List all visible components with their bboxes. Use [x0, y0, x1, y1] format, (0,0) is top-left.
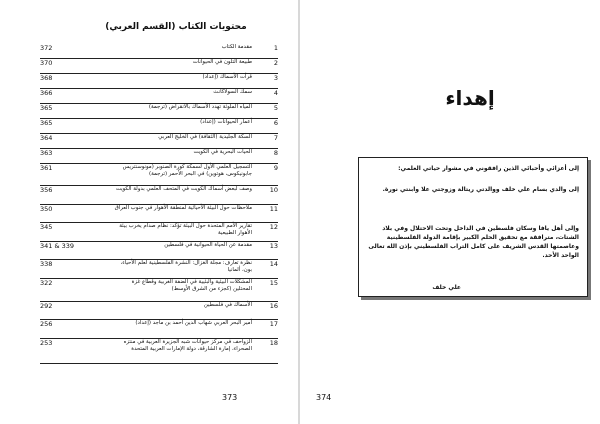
toc-entry-page: 368 [40, 74, 53, 82]
toc-row [40, 104, 278, 119]
toc-entry-number: 13 [269, 242, 278, 250]
toc-entry-number: 18 [269, 339, 278, 347]
toc-row [40, 149, 278, 164]
toc-entry-title: أعمار الحيوانات (إعداد) [200, 119, 252, 125]
dedication-line-2: إلى والدي بسام علي خلف ووالدتي ريتالة وزوجتي علا وابنتي نورة. [382, 186, 579, 193]
dedication-line-3: وإلى أهل يافا وسكان فلسطين في الداخل وتحت الاحتلال وفي بلاد الشتات، مترافقة مع تحقيق الحلم الكبير بإقامة الدولة الفلسطينية وعاصمتها القدس الشريف على كامل التراب الفلسطيني بإذن الله تعالى الواحد الأحد. [368, 225, 579, 259]
toc-entry-page: 256 [40, 320, 53, 328]
toc-entry-page: 372 [40, 44, 53, 52]
toc-row [40, 74, 278, 89]
toc-entry-page: 364 [40, 134, 53, 142]
toc-row [40, 279, 278, 302]
toc-entry-title: ملاحظات حول البيئة الأحيائية لمنطقة الأهوار في جنوب العراق [114, 205, 252, 211]
toc-entry-page: 366 [40, 89, 53, 97]
toc-row [40, 320, 278, 339]
toc-row [40, 44, 278, 59]
toc-entry-title: سمك السولاكانث [213, 89, 252, 95]
dedication-box [358, 157, 588, 297]
toc-entry-number: 5 [273, 104, 278, 112]
toc-entry-page: 370 [40, 59, 53, 67]
dedication-signature: علي خلف [432, 284, 461, 291]
toc-entry-number: 9 [273, 164, 278, 172]
toc-entry-title: المشكلات البيئية والبئيية في الضفة الغربية وقطاع غزة المحتلين (كجزء من الشرق الأوسط) [131, 279, 252, 292]
toc-entry-number: 14 [269, 260, 278, 268]
toc-entry-title: الحيات البحرية في الكويت [193, 149, 252, 155]
toc-row [40, 302, 278, 320]
toc-row [40, 242, 278, 260]
toc-row [40, 89, 278, 104]
toc-entry-number: 17 [269, 320, 278, 328]
dedication-page [300, 0, 600, 424]
page-number: 374 [316, 393, 332, 402]
toc-entry-page: 356 [40, 186, 53, 194]
toc-entry-title: التسجيل العلمي الأول لسمكة كورة الصنوبر (مونوسنتريس جابونيكوس، هوتوين) في البحر الأحمر (ترجمة) [122, 164, 252, 177]
toc-row [40, 59, 278, 74]
toc-entry-number: 6 [273, 119, 278, 127]
toc-row [40, 119, 278, 134]
toc-row [40, 205, 278, 223]
toc-entry-page: 361 [40, 164, 53, 172]
toc-entry-title: وصف لبعض أسماك الكويت في المتحف العلمي بدولة الكويت [115, 186, 252, 192]
toc-entry-title: الزواحف في مركز حيوانات شبه الجزيرة العربية في منتزه الصحراء، إمارة الشارقة، دولة الإمارات العربية المتحدة [123, 339, 252, 352]
toc-entry-page: 322 [40, 279, 53, 287]
toc-entry-title: السكة الجليدية (الثقافة) في الخليج العربي [158, 134, 252, 140]
toc-entry-title: أمير البحر العربي شهاب الدين أحمد بن ماجد (إعداد) [135, 320, 252, 326]
toc-entry-page: 345 [40, 223, 53, 231]
toc-entry-page: 365 [40, 104, 53, 112]
toc-entry-number: 16 [269, 302, 278, 310]
toc-list [40, 44, 278, 364]
dedication-title: إهداء [445, 86, 495, 110]
toc-entry-title: قرأت الأسماك (إعداد) [202, 74, 252, 80]
toc-row [40, 186, 278, 205]
toc-entry-number: 2 [273, 59, 278, 67]
toc-entry-page: 292 [40, 302, 53, 310]
toc-row [40, 260, 278, 279]
page-number: 373 [222, 393, 238, 402]
toc-entry-number: 10 [269, 186, 278, 194]
toc-entry-number: 11 [269, 205, 278, 213]
toc-row [40, 223, 278, 242]
toc-entry-page: 365 [40, 119, 53, 127]
toc-entry-number: 3 [273, 74, 278, 82]
toc-entry-page: 350 [40, 205, 53, 213]
toc-entry-title: المياه الملوثة تهدد الأسماك بالانقراض (ترجمة) [148, 104, 252, 110]
toc-entry-number: 12 [269, 223, 278, 231]
toc-entry-page: 338 [40, 260, 53, 268]
toc-row [40, 134, 278, 149]
toc-entry-number: 7 [273, 134, 278, 142]
toc-entry-page: 341 & 339 [40, 242, 75, 250]
toc-entry-page: 253 [40, 339, 53, 347]
toc-entry-page: 363 [40, 149, 53, 157]
toc-entry-number: 15 [269, 279, 278, 287]
dedication-line-1: إلى أعزائي وأحبائي الذين رافقوني في مشوار حياتي العلمي: [398, 165, 579, 172]
toc-entry-title: مقدمة عن الحياة الحيوانية في فلسطين [164, 242, 252, 248]
toc-row [40, 339, 278, 364]
toc-page [0, 0, 298, 424]
toc-row [40, 164, 278, 186]
toc-entry-title: تقارير الأمم المتحدة حول البيئة تؤكد: نظام صدام يخرب بيئة الأهوار الطبيعية [119, 223, 252, 236]
toc-entry-number: 1 [273, 44, 278, 52]
toc-entry-number: 4 [273, 89, 278, 97]
toc-entry-title: طبيعة التلون في الحيوانات [192, 59, 252, 65]
toc-entry-title: مقدمة الكتاب [221, 44, 252, 50]
toc-entry-number: 8 [273, 149, 278, 157]
toc-title: محتويات الكتاب (القسم العربي) [105, 22, 247, 32]
toc-entry-title: الأسماك في فلسطين [203, 302, 252, 308]
toc-entry-title: نظرة تعارف: مجلة الغزال: النشرة الفلسطينية لعلم الأحياء، بون، ألمانيا [120, 260, 252, 273]
